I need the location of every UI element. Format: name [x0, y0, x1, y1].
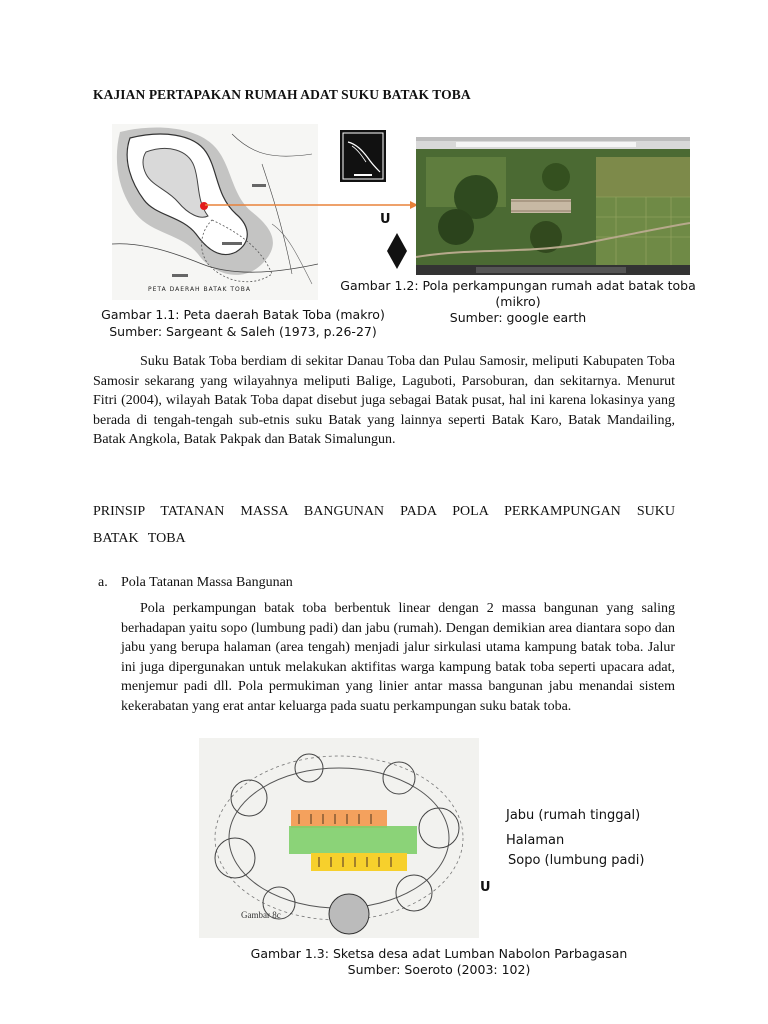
intro-paragraph: Suku Batak Toba berdiam di sekitar Danau Toba dan Pulau Samosir, meliputi Kabupaten Toba Samosir sekarang yang wilayahnya meliputi Balige, Laguboti, Parsoburan, dan sekitarnya. Menurut Fitri (2004), wilayah Batak Toba dapat disebut juga sebagai Batak pusat, hal ini karena lokasinya yang berada di tengah-tengah sub-etnis suku Batak yang lainnya seperti Batak Karo, Batak Mandailing, Batak Angkola, Batak Pakpak dan Batak Simalungun.	[93, 354, 675, 447]
halaman-zone	[289, 826, 417, 854]
figure-1-3-source: Sumber: Soeroto (2003: 102)	[347, 962, 531, 977]
document-title: KAJIAN PERTAPAKAN RUMAH ADAT SUKU BATAK TOBA	[93, 87, 471, 102]
jabu-zone	[291, 810, 387, 828]
map-drawing	[112, 124, 318, 300]
batak-toba-region-map	[112, 124, 318, 300]
settlement-pattern-paragraph: Pola perkampungan batak toba berbentuk linear dengan 2 massa bangunan yang saling berhadapan yaitu sopo (lumbung padi) dan jabu (rumah). Dengan demikian area diantara sopo dan jabu yang berupa halaman (area tengah) menjadi jalur sirkulasi utama kampung batak toba. Jalur ini juga dipergunakan untuk melakukan aktifitas warga kampung batak toba seperti upacara adat, menjemur padi dll. Pola permukiman yang linier antar massa bangunan jabu menandai sistem kekerabatan yang erat antar keluarga pada suatu perkampungan suku batak toba.	[121, 601, 675, 714]
google-earth-screenshot	[416, 137, 690, 275]
sopo-zone	[311, 853, 407, 871]
figure-1-2-caption-block	[338, 278, 698, 326]
sketch-inner-label: Gambar 8c	[241, 910, 281, 920]
map-label: PETA DAERAH BATAK TOBA	[148, 286, 251, 293]
village-sketch	[199, 738, 479, 938]
figure-1-3-caption: Gambar 1.3: Sketsa desa adat Lumban Nabolon Parbagasan	[250, 946, 628, 961]
north-label: U	[380, 212, 391, 227]
figure-1-1-caption: Gambar 1.1: Peta daerah Batak Toba (makro)	[101, 307, 385, 322]
legend-halaman: Halaman	[506, 833, 565, 848]
sumatra-locator-inset	[340, 130, 386, 182]
list-marker: a.	[98, 575, 108, 590]
connector-arrow	[200, 198, 420, 212]
north-label: U	[480, 880, 491, 895]
north-arrow-icon	[387, 233, 407, 269]
legend-jabu: Jabu (rumah tinggal)	[506, 808, 641, 823]
figure-1-2-caption: Gambar 1.2: Pola perkampungan rumah adat batak toba (mikro)	[340, 278, 696, 309]
legend-sopo: Sopo (lumbung padi)	[508, 853, 645, 868]
section-heading: PRINSIP TATANAN MASSA BANGUNAN PADA POLA PERKAMPUNGAN SUKU BATAK TOBA	[93, 504, 675, 546]
figure-1-1-source: Sumber: Sargeant & Saleh (1973, p.26-27)	[109, 324, 377, 339]
subsection-heading: Pola Tatanan Massa Bangunan	[121, 575, 293, 590]
figure-1-2-source: Sumber: google earth	[449, 310, 587, 325]
figure-1-1-caption-block	[98, 306, 388, 340]
figure-1-3-caption-block	[214, 946, 664, 978]
